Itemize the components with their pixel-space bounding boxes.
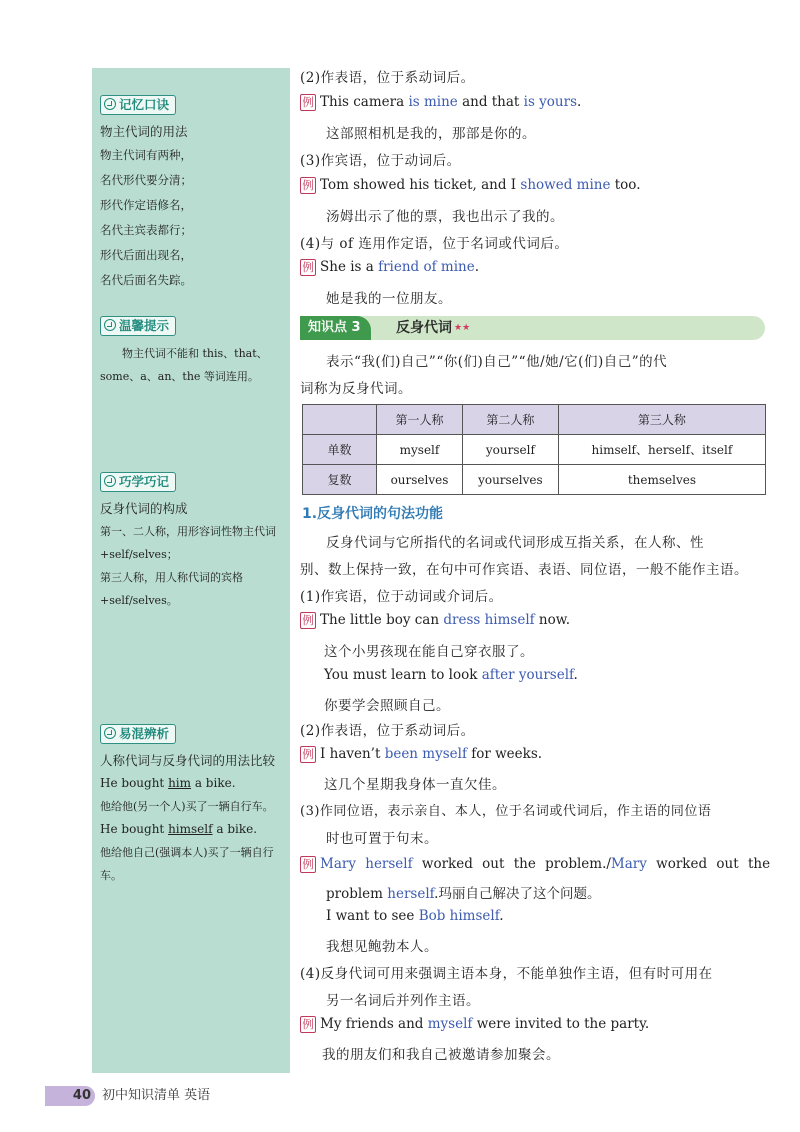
tag-icon xyxy=(104,475,116,487)
smart-memory-text: 第三人称，用人称代词的宾格+self/selves。 xyxy=(100,571,243,607)
table-cell: himself、herself、itself xyxy=(558,435,765,465)
table-header-cell: 第二人称 xyxy=(462,405,558,435)
memory-line: 名代形代要分清； xyxy=(100,173,192,187)
example-mark-icon: 例 xyxy=(300,94,316,111)
memory-tip-section xyxy=(100,94,288,293)
example-translation: 汤姆出示了他的票，我也出示了我的。 xyxy=(326,209,564,225)
knowledge-point-header xyxy=(300,316,765,340)
table-cell: yourselves xyxy=(462,465,558,495)
confusion-example: He bought him a bike. xyxy=(100,776,236,790)
memory-tag: 记忆口诀 xyxy=(100,95,176,115)
example-sentence: I want to see Bob himself. xyxy=(326,908,504,924)
confusion-translation: 他给他自己(强调本人)买了一辆自行车。 xyxy=(100,846,274,882)
table-row-label: 复数 xyxy=(303,465,377,495)
warm-tip-tag: 温馨提示 xyxy=(100,316,176,336)
memory-line: 物主代词有两种， xyxy=(100,148,192,162)
example-sentence: 例 I haven’t been myself for weeks. xyxy=(300,746,542,763)
example-mark-icon: 例 xyxy=(300,746,316,763)
example-sentence: 例 The little boy can dress himself now. xyxy=(300,612,570,629)
smart-memory-text: 第一、二人称，用形容词性物主代词+self/selves； xyxy=(100,525,276,561)
example-translation: 我的朋友们和我自己被邀请参加聚会。 xyxy=(322,1047,560,1063)
memory-line: 形代作定语修名， xyxy=(100,198,192,212)
confusion-example: He bought himself a bike. xyxy=(100,822,258,836)
example-sentence: 例 Tom showed his ticket, and I showed mine too. xyxy=(300,177,640,194)
table-header-row xyxy=(303,405,766,435)
star-icon: ★★ xyxy=(454,323,471,333)
knowledge-point-title: 反身代词 ★★ xyxy=(396,320,471,336)
subsection-title: 1.反身代词的句法功能 xyxy=(302,506,444,522)
reflexive-pronoun-table xyxy=(302,404,766,495)
section-heading: (2)作表语，位于系动词后。 xyxy=(300,723,475,739)
page-number: 40 xyxy=(45,1086,95,1106)
example-translation: 这个小男孩现在能自己穿衣服了。 xyxy=(324,644,534,660)
example-sentence: You must learn to look after yourself. xyxy=(324,667,578,683)
example-translation: 这部照相机是我的，那部是你的。 xyxy=(326,126,536,142)
section-heading: (4)与 of 连用作定语，位于名词或代词后。 xyxy=(300,236,569,252)
table-row-label: 单数 xyxy=(303,435,377,465)
section-heading: (3)作同位语，表示亲自、本人，位于名词或代词后，作主语的同位语 xyxy=(300,804,712,819)
section-heading: 时也可置于句末。 xyxy=(326,831,438,847)
section-heading: (2)作表语，位于系动词后。 xyxy=(300,70,475,86)
section-heading: (4)反身代词可用来强调主语本身，不能单独作主语，但有时可用在 xyxy=(300,966,713,982)
confusion-tag: 易混辨析 xyxy=(100,724,176,744)
table-header-cell: 第一人称 xyxy=(377,405,463,435)
tag-icon xyxy=(104,319,116,331)
table-cell: myself xyxy=(377,435,463,465)
intro-text: 词称为反身代词。 xyxy=(300,381,412,397)
example-mark-icon: 例 xyxy=(300,259,316,276)
function-text: 别、数上保持一致，在句中可作宾语、表语、同位语，一般不能作主语。 xyxy=(300,562,748,578)
example-sentence: 例 She is a friend of mine. xyxy=(300,259,479,276)
example-mark-icon: 例 xyxy=(300,856,316,873)
section-heading: 另一名词后并列作主语。 xyxy=(326,993,480,1009)
book-title: 初中知识清单 英语 xyxy=(102,1088,211,1103)
example-translation: 我想见鲍勃本人。 xyxy=(326,939,438,955)
tag-icon xyxy=(104,98,116,110)
example-sentence: 例 My friends and myself were invited to the party. xyxy=(300,1016,649,1033)
confusion-translation: 他给他(另一个人)买了一辆自行车。 xyxy=(100,800,274,813)
tag-icon xyxy=(104,727,116,739)
table-cell: themselves xyxy=(558,465,765,495)
example-sentence: 例 This camera is mine and that is yours. xyxy=(300,94,581,111)
example-translation: 这几个星期我身体一直欠佳。 xyxy=(324,777,506,793)
example-mark-icon: 例 xyxy=(300,612,316,629)
confusion-heading: 人称代词与反身代词的用法比较 xyxy=(100,753,276,768)
memory-line: 名代后面名失踪。 xyxy=(100,273,192,287)
function-text: 反身代词与它所指代的名词或代词形成互指关系，在人称、性 xyxy=(326,535,704,551)
example-sentence: problem herself.玛丽自己解决了这个问题。 xyxy=(326,886,601,902)
section-heading: (1)作宾语，位于动词或介词后。 xyxy=(300,589,503,605)
example-mark-icon: 例 xyxy=(300,177,316,194)
example-translation: 她是我的一位朋友。 xyxy=(326,291,452,307)
knowledge-point-tag: 知识点 3 xyxy=(300,316,371,340)
warm-tip-section xyxy=(100,315,288,388)
example-translation: 你要学会照顾自己。 xyxy=(324,698,450,714)
table-row xyxy=(303,435,766,465)
smart-memory-tag: 巧学巧记 xyxy=(100,472,176,492)
memory-line: 形代后面出现名， xyxy=(100,248,192,262)
section-heading: (3)作宾语，位于动词后。 xyxy=(300,153,461,169)
table-header-cell xyxy=(303,405,377,435)
warm-tip-text: 物主代词不能和 this、that、some、a、an、the 等词连用。 xyxy=(100,347,268,383)
table-header-cell: 第三人称 xyxy=(558,405,765,435)
example-mark-icon: 例 xyxy=(300,1016,316,1033)
example-sentence: 例 Mary herself worked out the problem./Mary worked out the xyxy=(300,856,770,873)
memory-line: 名代主宾表都行； xyxy=(100,223,192,237)
confusion-section xyxy=(100,723,288,887)
table-cell: ourselves xyxy=(377,465,463,495)
table-row xyxy=(303,465,766,495)
intro-text: 表示“我(们)自己”“你(们)自己”“他/她/它(们)自己”的代 xyxy=(326,354,668,370)
smart-memory-section xyxy=(100,471,288,612)
table-cell: yourself xyxy=(462,435,558,465)
smart-memory-heading: 反身代词的构成 xyxy=(100,501,188,516)
memory-heading: 物主代词的用法 xyxy=(100,124,188,139)
